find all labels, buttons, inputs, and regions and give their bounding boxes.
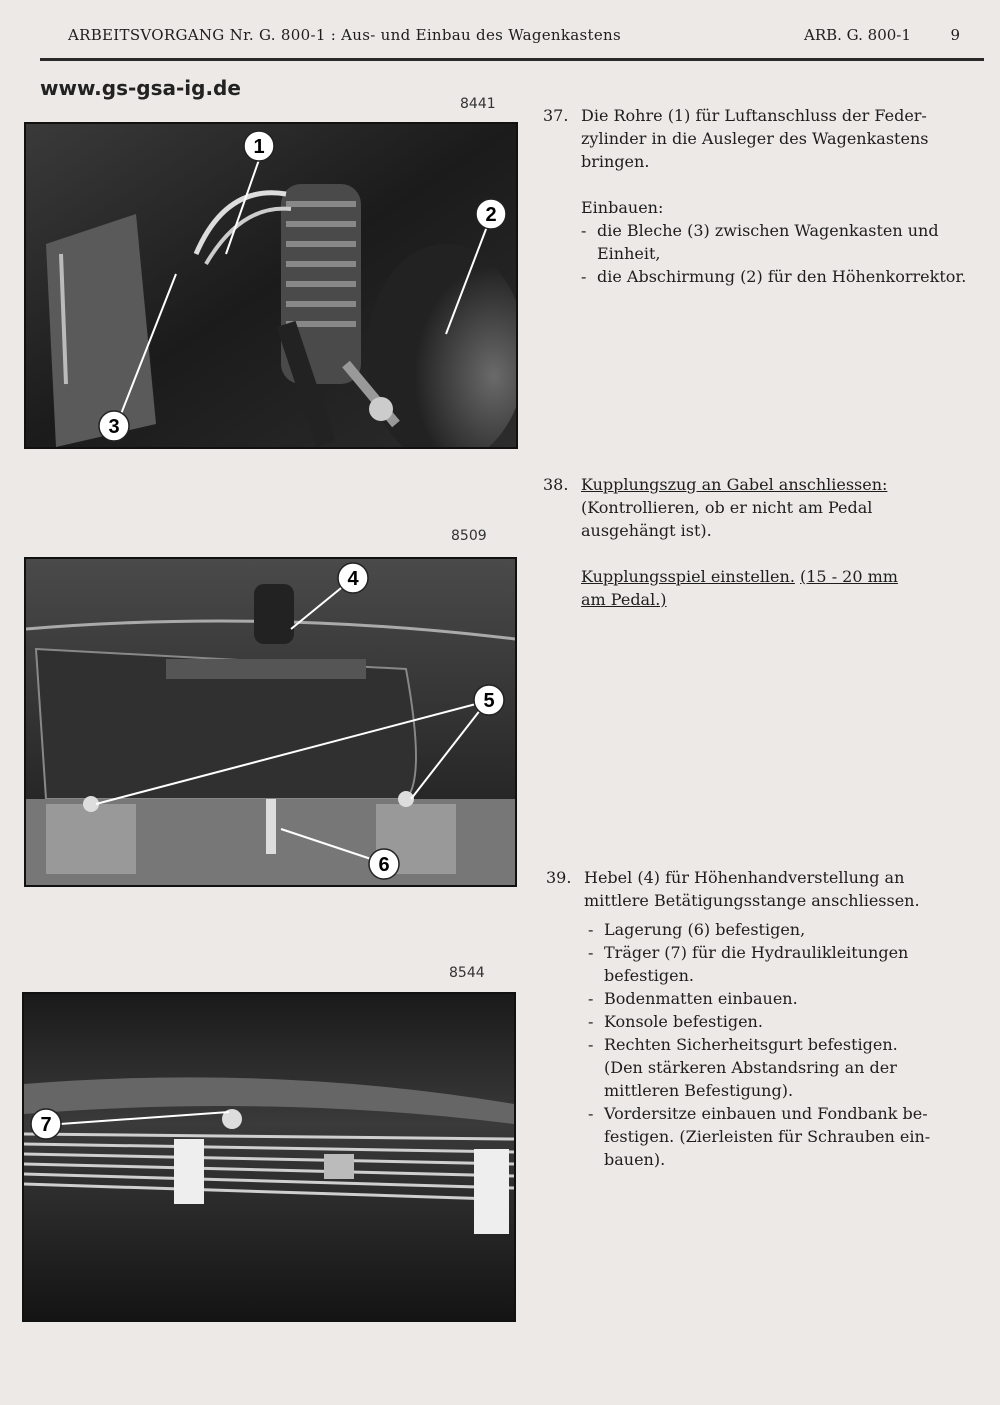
callout-1: 1 — [253, 136, 265, 158]
step-39-number: 39. — [546, 868, 572, 887]
clutch-play-location: am Pedal.) — [581, 590, 667, 609]
callout-7: 7 — [40, 1114, 52, 1136]
step-39-item-line: Vordersitze einbauen und Fondbank be- — [604, 1104, 928, 1123]
step-37-item-line: die Abschirmung (2) für den Höhenkorrektor. — [597, 267, 967, 286]
header-ref: ARB. G. 800-1 — [804, 26, 911, 44]
step-38-line: (Kontrollieren, ob er nicht am Pedal — [581, 498, 873, 517]
callout-2: 2 — [485, 204, 497, 226]
step-38-number: 38. — [543, 475, 569, 494]
header-title: ARBEITSVORGANG Nr. G. 800-1 : Aus- und Einbau des Wagenkastens — [68, 26, 621, 44]
step-37-item — [581, 219, 966, 265]
step-39-item-line: Träger (7) für die Hydraulikleitungen — [604, 943, 909, 962]
step-37-number: 37. — [543, 106, 569, 125]
step-37-line: bringen. — [581, 152, 650, 171]
step-39-item — [588, 1010, 930, 1033]
website-watermark: www.gs-gsa-ig.de — [40, 76, 241, 100]
clutch-play-label: Kupplungsspiel einstellen. — [581, 567, 795, 586]
callout-3: 3 — [108, 416, 120, 438]
photo-number-1: 8441 — [460, 96, 496, 112]
photo-hydraulic-lines-image — [24, 994, 514, 1320]
photo-console — [24, 557, 517, 887]
dash: - — [581, 267, 587, 286]
dash: - — [588, 1104, 594, 1123]
clutch-play-range: (15 - 20 mm — [800, 567, 898, 586]
dash: - — [588, 1035, 594, 1054]
step-39-item-line: Rechten Sicherheitsgurt befestigen. — [604, 1035, 898, 1054]
callout-6: 6 — [378, 854, 390, 876]
step-37-line: zylinder in die Ausleger des Wagenkastens — [581, 129, 929, 148]
step-39-item-line: bauen). — [604, 1150, 666, 1169]
photo-console-image — [26, 559, 515, 885]
step-39 — [546, 866, 986, 1186]
page-header — [68, 26, 988, 48]
step-39-item — [588, 1102, 930, 1171]
step-37-item-line: Einheit, — [597, 244, 661, 263]
step-39-item-line: Bodenmatten einbauen. — [604, 989, 798, 1008]
dash: - — [588, 943, 594, 962]
step-37-item-line: die Bleche (3) zwischen Wagenkasten und — [597, 221, 939, 240]
step-39-item-line: befestigen. — [604, 966, 694, 985]
dash: - — [588, 1012, 594, 1031]
photo-hydraulic-lines — [22, 992, 516, 1322]
dash: - — [581, 221, 587, 240]
photo-number-2: 8509 — [451, 528, 487, 544]
callout-5: 5 — [483, 690, 495, 712]
step-39-item — [588, 941, 930, 987]
step-39-line: Hebel (4) für Höhenhandverstellung an — [584, 868, 905, 887]
step-39-item-line: mittleren Befestigung). — [604, 1081, 794, 1100]
photo-suspension — [24, 122, 518, 449]
step-38-line: ausgehängt ist). — [581, 521, 712, 540]
step-39-item-line: festigen. (Zierleisten für Schrauben ein- — [604, 1127, 931, 1146]
step-39-item-line: Lagerung (6) befestigen, — [604, 920, 806, 939]
header-rule — [40, 58, 984, 61]
step-37 — [543, 104, 983, 304]
step-39-item-line: (Den stärkeren Abstandsring an der — [604, 1058, 897, 1077]
step-37-line: Die Rohre (1) für Luftanschluss der Feder- — [581, 106, 927, 125]
step-39-item — [588, 987, 930, 1010]
photo-suspension-image — [26, 124, 516, 447]
step-38 — [543, 473, 983, 613]
step-39-item — [588, 918, 930, 941]
step-39-item — [588, 1033, 930, 1102]
step-39-item-line: Konsole befestigen. — [604, 1012, 763, 1031]
einbauen-heading: Einbauen: — [581, 198, 664, 217]
step-38-title: Kupplungszug an Gabel anschliessen: — [581, 475, 888, 494]
step-37-item — [581, 265, 966, 288]
photo-number-3: 8544 — [449, 965, 485, 981]
dash: - — [588, 989, 594, 1008]
dash: - — [588, 920, 594, 939]
step-39-line: mittlere Betätigungsstange anschliessen. — [584, 891, 920, 910]
page-number: 9 — [950, 26, 960, 44]
callout-4: 4 — [347, 568, 359, 590]
